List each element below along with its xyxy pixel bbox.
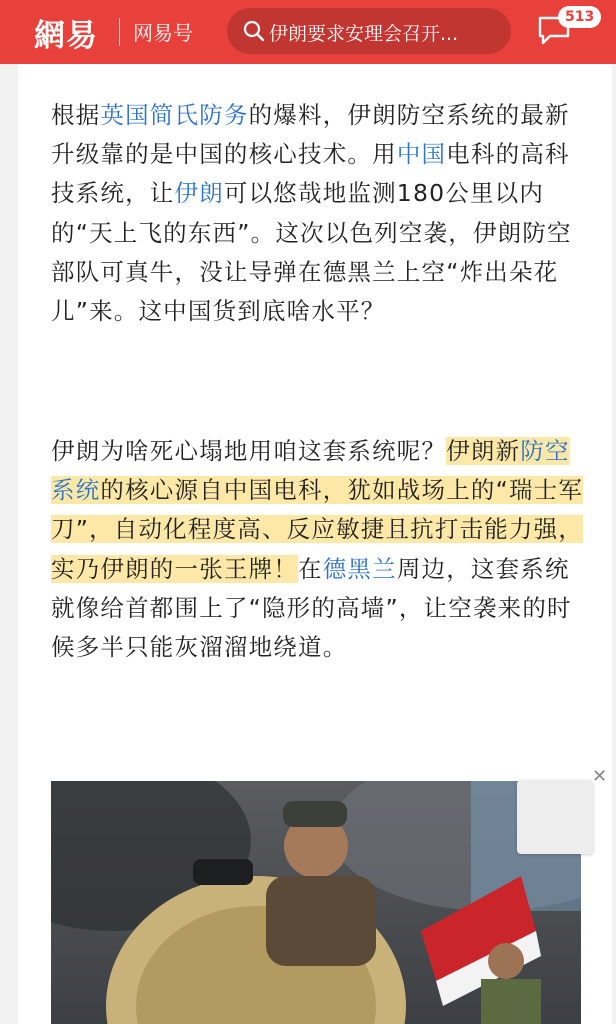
link-china[interactable]: 中国 [396, 140, 447, 169]
search-box[interactable] [227, 8, 511, 54]
text-span: 伊朗为啥死心塌地用咱这套系统呢？ [51, 437, 447, 465]
link-tehran[interactable]: 德黑兰 [322, 554, 397, 583]
photo-illustration [51, 781, 581, 1024]
comment-count-badge[interactable]: 513 [558, 6, 601, 28]
text-span: 可以悠哉地监测180公里以内的“天上飞的东西”。这次以色列空袭，伊朗防空部队可真牛，没让导弹在德黑兰上空“炸出朵花儿”来。这中国货到底啥水平？ [51, 179, 572, 326]
link-iran[interactable]: 伊朗 [174, 179, 224, 208]
article-paragraph-1 [51, 96, 591, 331]
header-divider [119, 18, 120, 46]
search-input[interactable]: 伊朗要求安理会召开... [269, 23, 459, 45]
highlighted-text: 伊朗新 [446, 437, 521, 465]
channel-label[interactable]: 网易号 [133, 21, 193, 45]
floating-ad[interactable] [517, 780, 593, 854]
highlighted-text: 的核心源自中国电科，犹如战场上的“瑞士军刀”，自动化程度高、反应敏捷且抗打击能力强，实乃伊朗的一张王牌！ [51, 476, 584, 583]
link-air-defense-system[interactable]: 防空系统 [51, 437, 570, 505]
text-span: 根据 [51, 101, 101, 129]
link-jane-defense[interactable]: 英国简氏防务 [100, 101, 249, 129]
text-span: 周边，这套系统就像给首都围上了“隐形的高墙”，让空袭来的时候多半只能灰溜溜地绕道。 [51, 554, 572, 662]
netease-logo[interactable]: 網易 [34, 18, 98, 54]
close-icon[interactable]: ✕ [592, 766, 608, 787]
top-bar [0, 0, 616, 64]
text-span: 电科的高科技系统，让 [51, 140, 570, 208]
article-photo[interactable] [51, 781, 581, 1024]
article-paragraph-2 [51, 432, 591, 667]
search-icon [243, 20, 265, 42]
text-span: 的爆料，伊朗防空系统的最新升级靠的是中国的核心技术。用 [51, 101, 570, 169]
text-span: 在 [298, 554, 323, 583]
